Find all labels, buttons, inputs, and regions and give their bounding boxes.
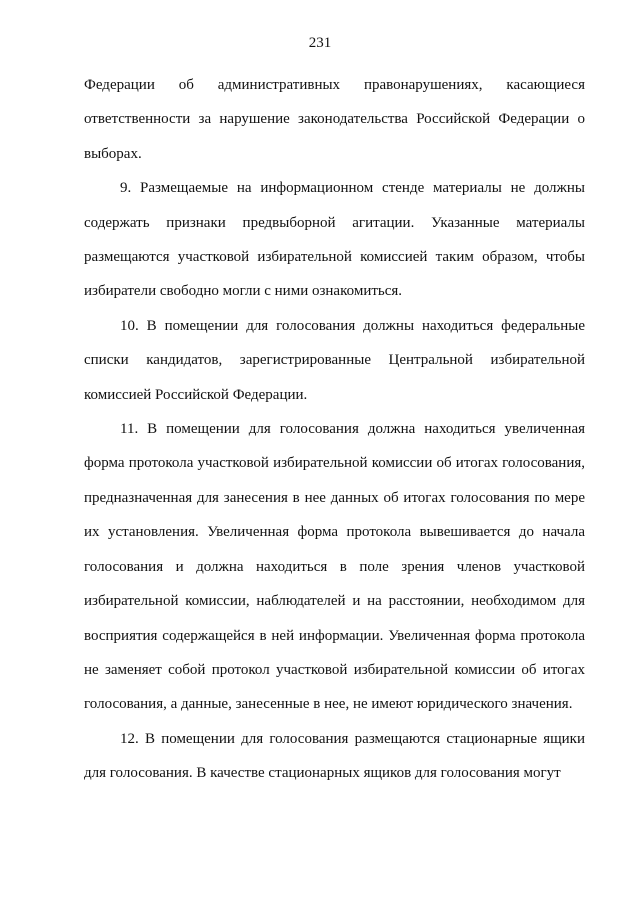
paragraph-10: 10. В помещении для голосования должны находиться федеральные списки кандидатов, зарегистрированные Центральной избирательной комиссией Российской Федерации. [84, 317, 585, 403]
paragraph-continuation: Федерации об административных правонарушениях, касающиеся ответственности за нарушение законодательства Российской Федерации о выборах. [84, 77, 585, 162]
paragraph-9: 9. Размещаемые на информационном стенде материалы не должны содержать признаки предвыборной агитации. Указанные материалы размещаются участковой избирательной комиссией таким образом, чтобы избиратели свободно могли с ними ознакомиться. [84, 180, 585, 300]
paragraph-12: 12. В помещении для голосования размещаются стационарные ящики для голосования. В качестве стационарных ящиков для голосования могут [84, 730, 585, 782]
body-text [84, 68, 585, 791]
page-number: 231 [308, 35, 332, 51]
paragraph-11: 11. В помещении для голосования должна находиться увеличенная форма протокола участковой избирательной комиссии об итогах голосования, предназначенная для занесения в нее данных об итогах голосования по мере их установления. Увеличенная форма протокола вывешивается до начала голосования и должна находиться в поле зрения членов участковой избирательной комиссии, наблюдателей и на расстоянии, необходимом для восприятия содержащейся в ней информации. Увеличенная форма протокола не заменяет собой протокол участковой избирательной комиссии об итогах голосования, а данные, занесенные в нее, не имеют юридического значения. [84, 421, 585, 713]
